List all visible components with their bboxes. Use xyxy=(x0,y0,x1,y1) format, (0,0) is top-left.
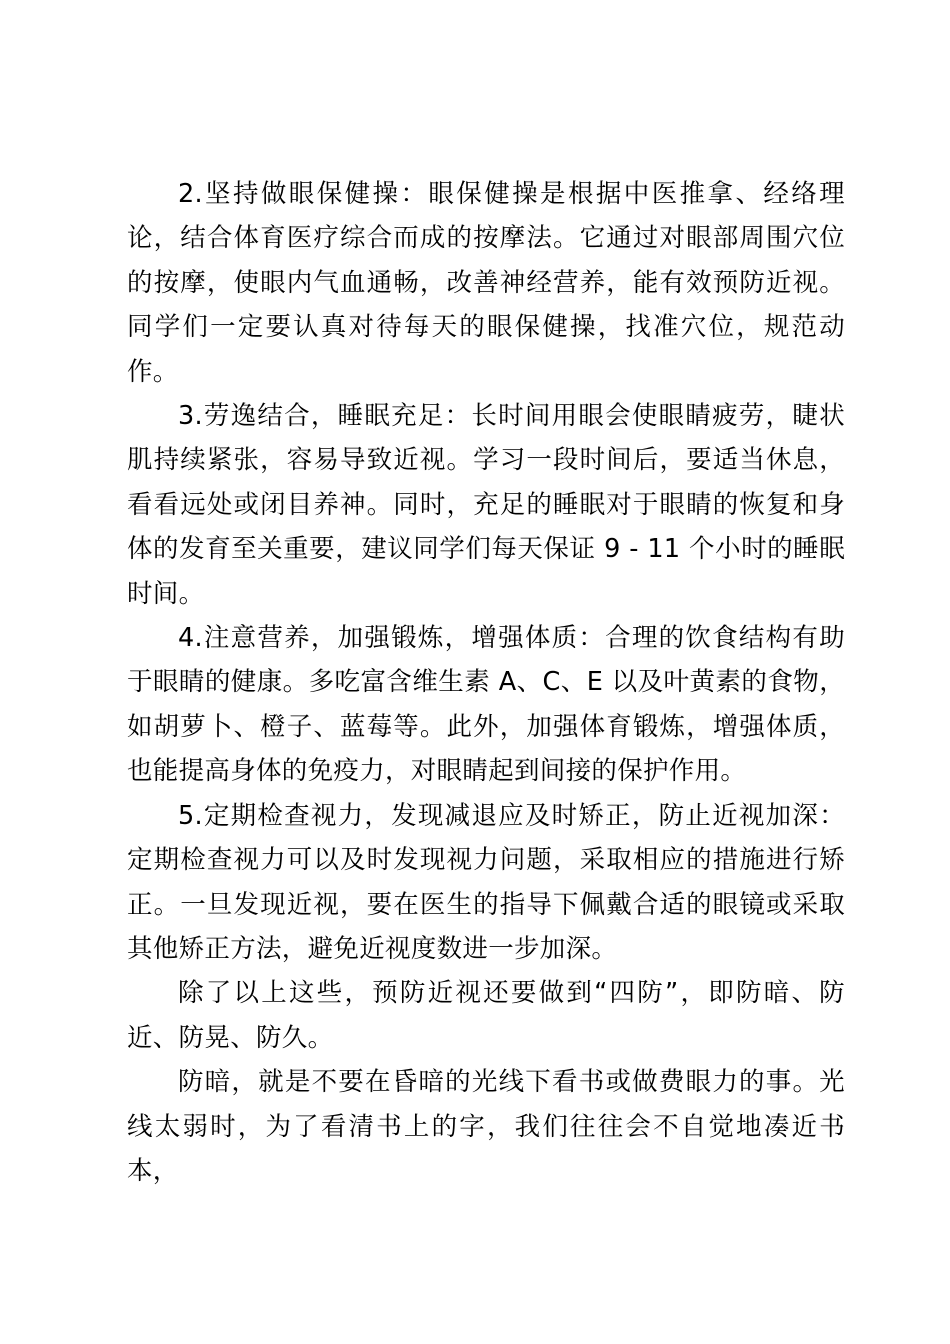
paragraph-rest-and-sleep: 3.劳逸结合，睡眠充足：长时间用眼会使眼睛疲劳，睫状肌持续紧张，容易导致近视。学习一段时间后，要适当休息，看看远处或闭目养神。同时，充足的睡眠对于眼睛的恢复和身体的发育至关重要，建议同学们每天保证 9 - 11 个小时的睡眠时间。 xyxy=(127,401,845,609)
paragraph-prevent-darkness: 防暗，就是不要在昏暗的光线下看书或做费眼力的事。光线太弱时，为了看清书上的字，我们往往会不自觉地凑近书本， xyxy=(127,1067,845,1186)
paragraph-vision-checkup: 5.定期检查视力，发现减退应及时矫正，防止近视加深：定期检查视力可以及时发现视力问题，采取相应的措施进行矫正。一旦发现近视，要在医生的指导下佩戴合适的眼镜或采取其他矫正方法，避免近视度数进一步加深。 xyxy=(127,800,845,964)
paragraph-nutrition-exercise: 4.注意营养，加强锻炼，增强体质：合理的饮食结构有助于眼睛的健康。多吃富含维生素 A、C、E 以及叶黄素的食物，如胡萝卜、橙子、蓝莓等。此外，加强体育锻炼，增强体质，也能提高身体的免疫力，对眼睛起到间接的保护作用。 xyxy=(127,623,845,787)
document-body xyxy=(127,172,845,1193)
paragraph-four-preventions: 除了以上这些，预防近视还要做到“四防”，即防暗、防近、防晃、防久。 xyxy=(127,978,845,1053)
paragraph-eye-exercises: 2.坚持做眼保健操：眼保健操是根据中医推拿、经络理论，结合体育医疗综合而成的按摩法。它通过对眼部周围穴位的按摩，使眼内气血通畅，改善神经营养，能有效预防近视。同学们一定要认真对待每天的眼保健操，找准穴位，规范动作。 xyxy=(127,179,845,387)
